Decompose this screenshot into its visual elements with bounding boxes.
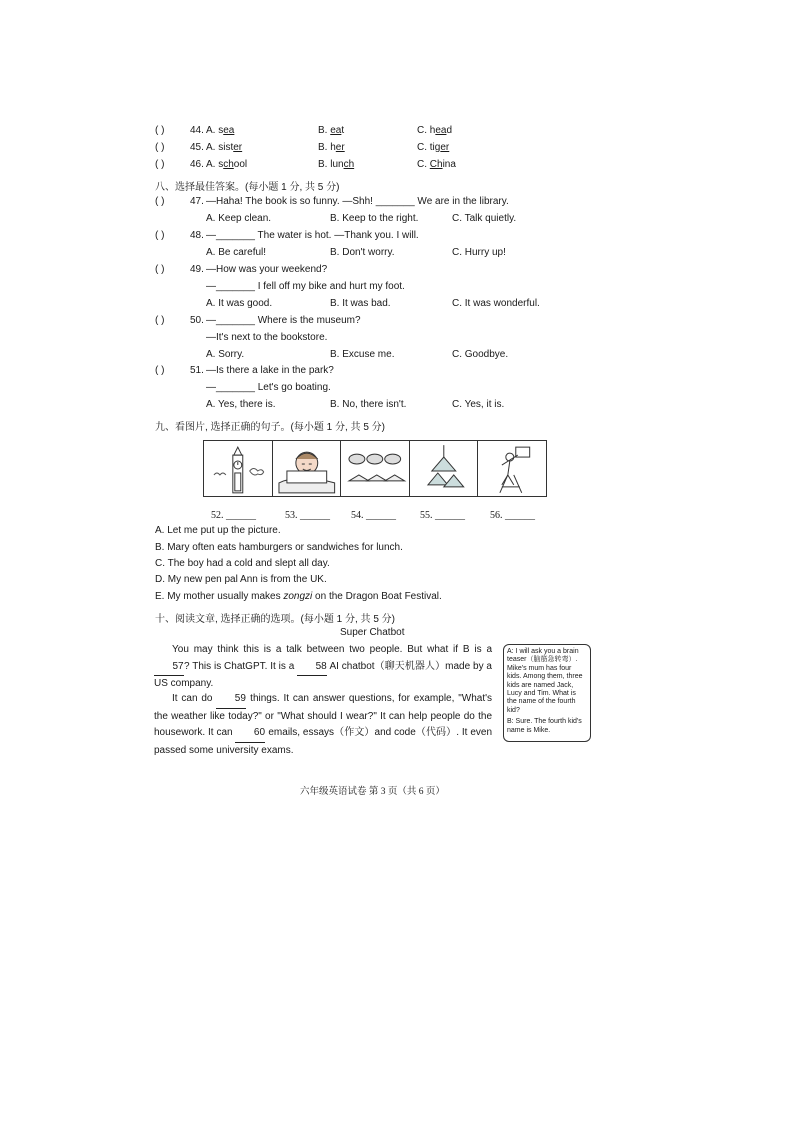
bubble-speaker-b: B: Sure. The fourth kid's name is Mike. [507,718,582,734]
answer-blank-53: 53. ______ [285,510,330,521]
q44-option-c: C. head [417,125,453,136]
q46-option-c: C. China [417,159,456,170]
q49-paren: ( ) [155,264,165,275]
passage-paragraph-2: It can do 59 things. It can answer questions, for example, "What's the weather like today?" or "What should I wear?" It can help people do the housework. It can 60 emails, essays（作文）and code（代码）. It even passed some university exams. [154,693,493,756]
q49-stem-line1: —How was your weekend? [206,264,328,275]
q51-paren: ( ) [155,365,165,376]
q50-option-a: A. Sorry. [206,349,245,360]
q44-option-b: B. eat [318,125,345,136]
q50-option-b: B. Excuse me. [330,349,395,360]
sentence-option-d: D. My new pen pal Ann is from the UK. [155,574,327,585]
q45-option-b: B. her [318,142,345,153]
answer-blank-52: 52. ______ [211,510,256,521]
blank-57: 57 [154,659,184,677]
q48-stem: —_______ The water is hot. —Thank you. I will. [206,230,419,241]
q47-option-a: A. Keep clean. [206,213,272,224]
answer-blank-54: 54. ______ [351,510,396,521]
q51-option-a: A. Yes, there is. [206,399,276,410]
q46-num: 46. [190,159,204,170]
picture-strip [203,440,547,497]
picture-sick-boy [273,441,342,496]
q45-option-a: A. sister [206,142,243,153]
q49-option-a: A. It was good. [206,298,273,309]
q50-option-c: C. Goodbye. [452,349,509,360]
sentence-option-c: C. The boy had a cold and slept all day. [155,558,330,569]
q50-paren: ( ) [155,315,165,326]
q51-num: 51. [190,365,204,376]
q51-option-b: B. No, there isn't. [330,399,407,410]
sentence-option-b: B. Mary often eats hamburgers or sandwiches for lunch. [155,542,403,553]
q48-paren: ( ) [155,230,165,241]
q45-num: 45. [190,142,204,153]
section-8-title: 八、选择最佳答案。(每小题 1 分, 共 5 分) [155,182,340,193]
section-9-title: 九、看图片, 选择正确的句子。(每小题 1 分, 共 5 分) [155,422,386,433]
picture-zongzi [410,441,479,496]
q44-paren: ( ) [155,125,165,136]
q51-stem-line2: —_______ Let's go boating. [206,382,331,393]
passage-paragraph-1: You may think this is a talk between two people. But what if B is a 57? This is ChatGPT. It is a 58 AI chatbot（聊天机器人）made by a US company. [154,644,492,689]
q46-option-a: A. school [206,159,248,170]
blank-60: 60 [235,725,265,743]
q48-option-b: B. Don't worry. [330,247,395,258]
sentence-option-a: A. Let me put up the picture. [155,525,281,536]
q44-option-a: A. sea [206,125,235,136]
q51-option-c: C. Yes, it is. [452,399,505,410]
picture-big-ben [204,441,273,496]
bubble-speaker-a: A: I will ask you a brain teaser（脑筋急转弯）. Mike's mum has four kids. Among them, three kids are named Jack, Lucy and Tim. What is the name of the fourth kid? [507,648,583,714]
q50-num: 50. [190,315,204,326]
q47-option-c: C. Talk quietly. [452,213,517,224]
q50-stem-line1: —_______ Where is the museum? [206,315,361,326]
q51-stem-line1: —Is there a lake in the park? [206,365,334,376]
q45-paren: ( ) [155,142,165,153]
passage-title: Super Chatbot [340,627,405,638]
q46-paren: ( ) [155,159,165,170]
dialogue-bubble [503,644,591,742]
blank-59: 59 [216,691,246,709]
q50-stem-line2: —It's next to the bookstore. [206,332,328,343]
q49-option-c: C. It was wonderful. [452,298,540,309]
answer-blank-55: 55. ______ [420,510,465,521]
q49-stem-line2: —_______ I fell off my bike and hurt my foot. [206,281,405,292]
sentence-option-e: E. My mother usually makes zongzi on the Dragon Boat Festival. [155,591,442,602]
section-10-title: 十、阅读文章, 选择正确的选项。(每小题 1 分, 共 5 分) [155,614,396,625]
q48-option-a: A. Be careful! [206,247,267,258]
q49-num: 49. [190,264,204,275]
q44-num: 44. [190,125,204,136]
q47-paren: ( ) [155,196,165,207]
q47-num: 47. [190,196,204,207]
picture-hanging-picture [478,441,546,496]
q47-option-b: B. Keep to the right. [330,213,419,224]
picture-hamburgers-sandwiches [341,441,410,496]
page-footer: 六年级英语试卷 第 3 页（共 6 页） [300,787,445,797]
q48-num: 48. [190,230,204,241]
q45-option-c: C. tiger [417,142,450,153]
q47-stem: —Haha! The book is so funny. —Shh! _______ We are in the library. [206,196,509,207]
q46-option-b: B. lunch [318,159,355,170]
answer-blank-56: 56. ______ [490,510,535,521]
q49-option-b: B. It was bad. [330,298,391,309]
blank-58: 58 [297,659,327,677]
q48-option-c: C. Hurry up! [452,247,506,258]
